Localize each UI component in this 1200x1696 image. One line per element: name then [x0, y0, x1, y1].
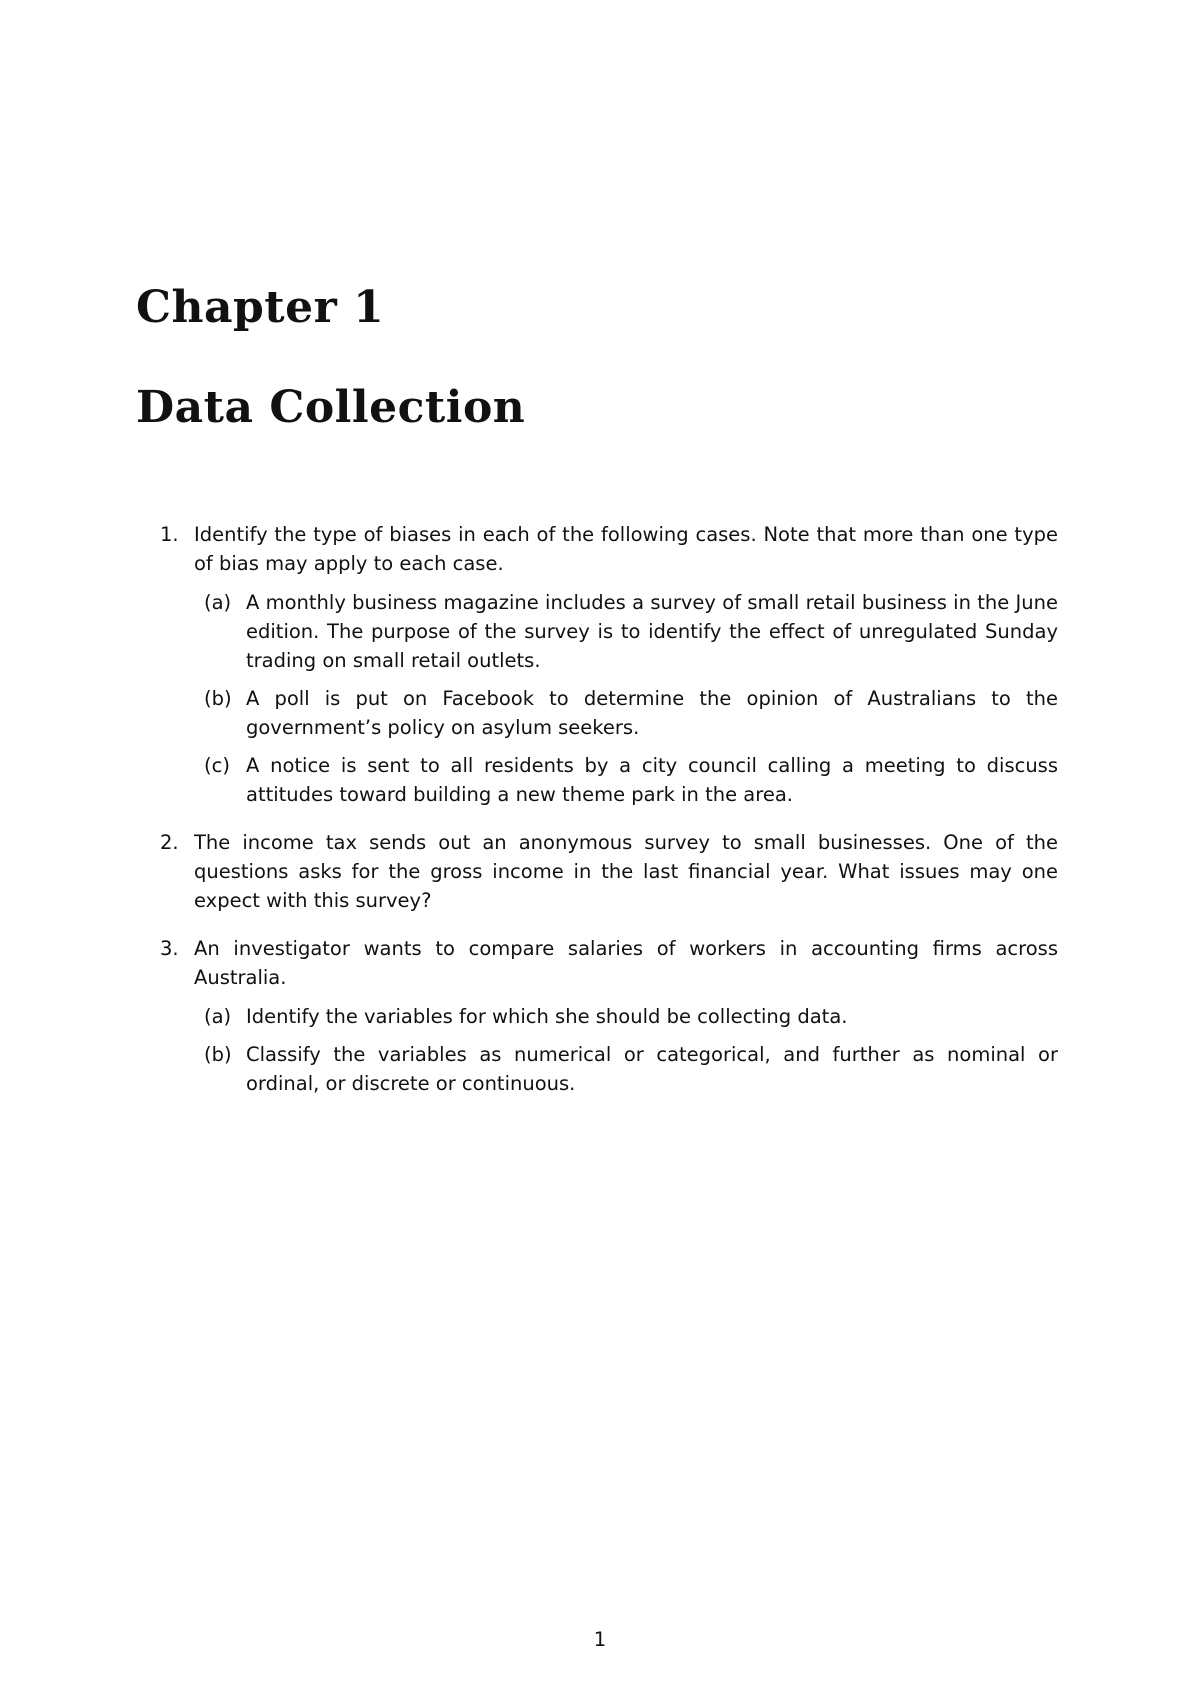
question-text: The income tax sends out an anonymous survey to small businesses. One of the questions asks for the gross income in the last financial year. What issues may one expect with this survey?: [194, 831, 1058, 912]
subquestion-label: (b): [204, 1043, 232, 1066]
page-number: 1: [593, 1628, 607, 1651]
question-number: 1.: [160, 523, 179, 546]
subquestion-text: Classify the variables as numerical or categorical, and further as nominal or ordinal, or discrete or continuous.: [246, 1043, 1058, 1095]
subquestion-text: A monthly business magazine includes a survey of small retail business in the June edition. The purpose of the survey is to identify the effect of unregulated Sunday trading on small retail outlets.: [246, 591, 1058, 672]
exercise-list: [160, 520, 1058, 1117]
subquestion-1a: [194, 588, 1058, 675]
chapter-title: Data Collection: [136, 382, 526, 433]
subquestion-1b: [194, 684, 1058, 742]
subquestion-label: (c): [204, 754, 230, 777]
subquestion-label: (b): [204, 687, 232, 710]
subquestion-text: A poll is put on Facebook to determine the opinion of Australians to the government’s policy on asylum seekers.: [246, 687, 1058, 739]
subquestion-label: (a): [204, 591, 232, 614]
question-3: [160, 934, 1058, 1098]
question-number: 2.: [160, 831, 179, 854]
question-text: Identify the type of biases in each of the following cases. Note that more than one type of bias may apply to each case.: [194, 523, 1058, 575]
subquestion-1c: [194, 751, 1058, 809]
subquestion-list: [194, 1002, 1058, 1098]
subquestion-text: A notice is sent to all residents by a city council calling a meeting to discuss attitudes toward building a new theme park in the area.: [246, 754, 1058, 806]
question-text: An investigator wants to compare salaries of workers in accounting firms across Australia.: [194, 937, 1058, 989]
chapter-label: Chapter 1: [136, 282, 385, 333]
question-1: [160, 520, 1058, 809]
subquestion-text: Identify the variables for which she should be collecting data.: [246, 1005, 848, 1028]
subquestion-3b: [194, 1040, 1058, 1098]
subquestion-3a: [194, 1002, 1058, 1031]
subquestion-label: (a): [204, 1005, 232, 1028]
question-number: 3.: [160, 937, 179, 960]
question-2: [160, 828, 1058, 915]
subquestion-list: [194, 588, 1058, 809]
